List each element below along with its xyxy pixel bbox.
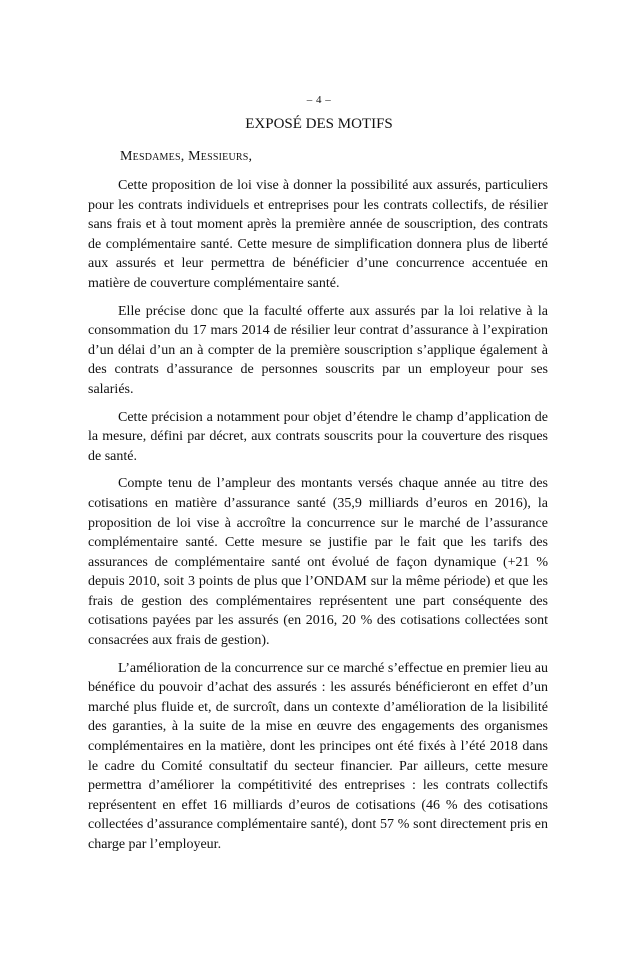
paragraph: L’amélioration de la concurrence sur ce marché s’effectue en premier lieu au bénéfice du pouvoir d’achat des assurés : les assurés bénéficieront en effet d’un marché plus fluide et, de surcroît, dans un contexte d’amélioration de la lisibilité des garanties, à la suite de la mise en œuvre des engagements des organismes complémentaires en la matière, dont les principes ont été fixés à l’été 2018 dans le cadre du Comité consultatif du secteur financier. Par ailleurs, cette mesure permettra d’améliorer la compétitivité des entreprises : les contrats collectifs représentent en effet 16 milliards d’euros de cotisations (46 % des cotisations collectées d’assurance complémentaire santé), dont 57 % sont directement pris en charge par l’employeur.	[88, 660, 548, 852]
paragraph: Cette précision a notamment pour objet d’étendre le champ d’application de la mesure, défini par décret, aux contrats souscrits pour la couverture des risques de santé.	[88, 409, 548, 464]
paragraph: Elle précise donc que la faculté offerte aux assurés par la loi relative à la consommation du 17 mars 2014 de résilier leur contrat d’assurance à l’expiration d’un délai d’un an à compter de la première souscription s’applique également à des contrats d’assurance de personnes souscrits par un employeur pour ses salariés.	[88, 303, 548, 397]
paragraph: Cette proposition de loi vise à donner la possibilité aux assurés, particuliers pour les contrats individuels et entreprises pour les contrats collectifs, de résilier sans frais et à tout moment après la première année de souscription, des contrats de complémentaire santé. Cette mesure de simplification donnera plus de liberté aux assurés et leur permettra de bénéficier d’une concurrence accentuée en matière de couverture complémentaire santé.	[88, 178, 548, 291]
paragraph: Compte tenu de l’ampleur des montants versés chaque année au titre des cotisations en matière d’assurance santé (35,9 milliards d’euros en 2016), la proposition de loi vise à accroître la concurrence sur le marché de l’assurance complémentaire santé. Cette mesure se justifie par le fait que les tarifs des assurances de complémentaire santé ont évolué de façon dynamique (+21 % depuis 2010, soit 3 points de plus que l’ONDAM sur la même période) et que les frais de gestion des complémentaires représentent une part conséquente des cotisations payées par les assurés (en 2016, 20 % des cotisations collectées sont consacrées aux frais de gestion).	[88, 476, 548, 649]
page-number: – 4 –	[306, 94, 332, 106]
body-text	[88, 176, 548, 863]
salutation: Mesdames, Messieurs,	[120, 149, 253, 164]
document-title: EXPOSÉ DES MOTIFS	[245, 116, 393, 132]
